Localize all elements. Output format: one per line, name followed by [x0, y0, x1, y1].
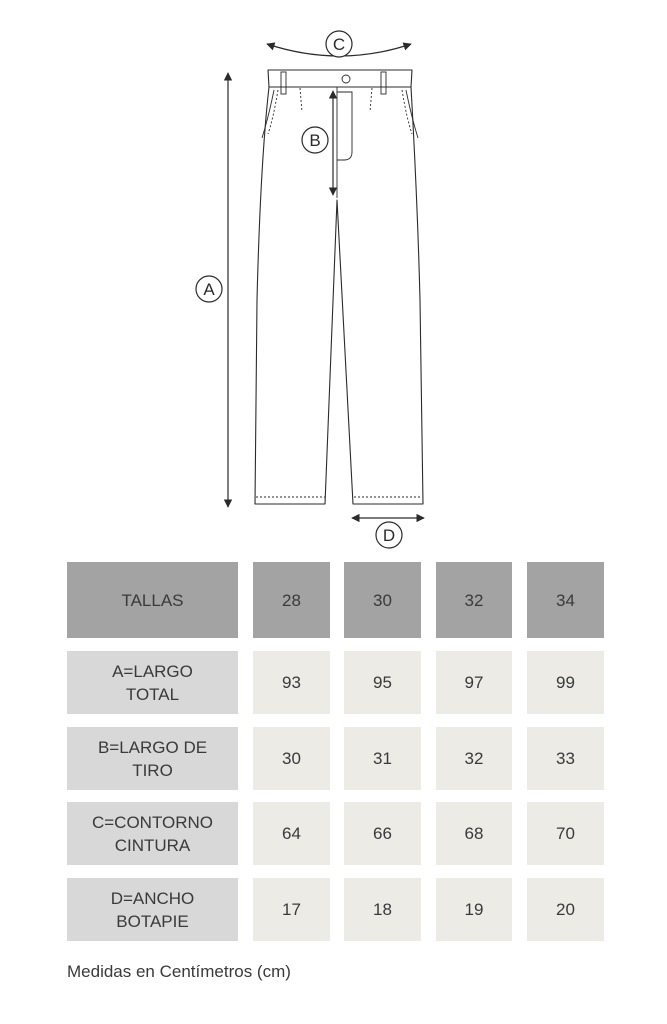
table-cell: 95	[344, 651, 421, 714]
row-label-largo-de-tiro: B=LARGO DE TIRO	[67, 727, 238, 790]
table-cell: 32	[436, 727, 512, 790]
marker-a	[196, 276, 222, 302]
svg-text:C: C	[332, 35, 346, 54]
table-cell: 33	[527, 727, 604, 790]
table-cell: 20	[527, 878, 604, 941]
row-label-ancho-botapie: D=ANCHO BOTAPIE	[67, 878, 238, 941]
header-size: 30	[344, 562, 421, 638]
table-cell: 68	[436, 802, 512, 865]
trouser-outline	[255, 70, 423, 504]
table-cell: 64	[253, 802, 330, 865]
table-cell: 97	[436, 651, 512, 714]
svg-text:D: D	[382, 526, 396, 545]
table-cell: 93	[253, 651, 330, 714]
header-size: 32	[436, 562, 512, 638]
table-cell: 66	[344, 802, 421, 865]
svg-text:B: B	[309, 131, 321, 150]
marker-d	[376, 522, 402, 548]
table-cell: 17	[253, 878, 330, 941]
units-note: Medidas en Centímetros (cm)	[67, 962, 291, 981]
marker-c	[326, 31, 352, 57]
header-size: 34	[527, 562, 604, 638]
table-cell: 30	[253, 727, 330, 790]
svg-text:A: A	[203, 280, 215, 299]
table-cell: 19	[436, 878, 512, 941]
table-cell: 70	[527, 802, 604, 865]
header-tallas: TALLAS	[67, 562, 238, 638]
table-cell: 31	[344, 727, 421, 790]
table-cell: 18	[344, 878, 421, 941]
row-label-largo-total: A=LARGO TOTAL	[67, 651, 238, 714]
header-size: 28	[253, 562, 330, 638]
marker-b	[302, 127, 328, 153]
row-label-contorno-cintura: C=CONTORNO CINTURA	[67, 802, 238, 865]
table-cell: 99	[527, 651, 604, 714]
